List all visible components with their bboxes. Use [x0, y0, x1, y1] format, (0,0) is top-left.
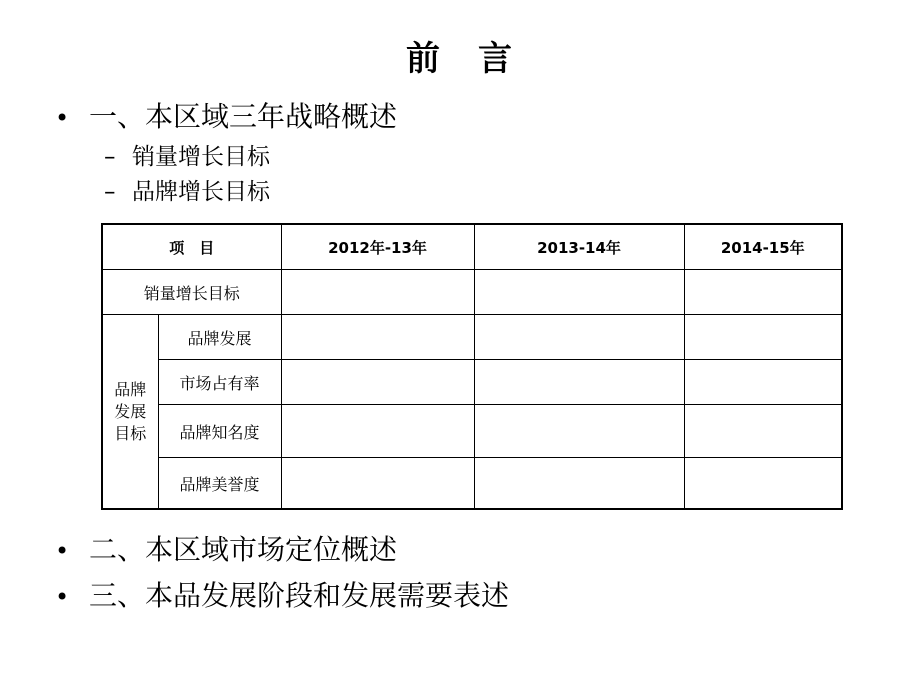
table-row — [102, 360, 842, 405]
row-label-market-share: 市场占有率 — [158, 360, 281, 405]
bullet-icon: • — [55, 583, 70, 611]
table-cell — [474, 315, 684, 360]
table-row — [102, 458, 842, 510]
header-col-2013: 2013-14年 — [474, 224, 684, 270]
dash-icon: – — [104, 179, 116, 205]
bullet-text: 一、本区域三年战略概述 — [89, 100, 398, 133]
group-label-line: 发展 — [114, 401, 147, 421]
table-row — [102, 270, 842, 315]
row-label-brand-development: 品牌发展 — [158, 315, 281, 360]
group-label-line: 目标 — [114, 423, 147, 443]
table-header-row — [102, 224, 842, 270]
table-cell — [684, 315, 842, 360]
bullet-text: 三、本品发展阶段和发展需要表述 — [89, 579, 510, 612]
sub-item-text: 品牌增长目标 — [132, 179, 270, 205]
header-col-2012: 2012年-13年 — [281, 224, 474, 270]
row-label-brand-awareness: 品牌知名度 — [158, 405, 281, 458]
dash-icon: – — [104, 144, 116, 170]
table-cell — [474, 360, 684, 405]
table-row — [102, 405, 842, 458]
table-cell — [281, 315, 474, 360]
table-cell — [684, 458, 842, 510]
header-col-2014: 2014-15年 — [684, 224, 842, 270]
table-cell — [684, 270, 842, 315]
table-cell — [684, 405, 842, 458]
table-cell — [474, 270, 684, 315]
table-cell — [474, 458, 684, 510]
header-item: 项 目 — [102, 224, 281, 270]
sub-item-brand-goal — [104, 176, 270, 208]
table-cell — [281, 360, 474, 405]
bullet-text: 二、本区域市场定位概述 — [89, 533, 398, 566]
slide-title: 前 言 — [406, 39, 514, 79]
goals-table — [101, 223, 843, 510]
bullet-icon: • — [55, 104, 70, 132]
table-cell — [281, 270, 474, 315]
bullet-item-strategy — [55, 97, 397, 138]
bullet-icon: • — [55, 537, 70, 565]
table-cell — [281, 458, 474, 510]
sub-item-text: 销量增长目标 — [132, 144, 270, 170]
sub-item-sales-goal — [104, 141, 270, 173]
table-row — [102, 315, 842, 360]
row-label-sales: 销量增长目标 — [102, 270, 281, 315]
group-label-line: 品牌 — [114, 379, 147, 399]
bullet-item-market-positioning — [55, 530, 397, 571]
table-cell — [281, 405, 474, 458]
brand-group-label — [102, 315, 158, 510]
row-label-brand-reputation: 品牌美誉度 — [158, 458, 281, 510]
table-cell — [474, 405, 684, 458]
table-cell — [684, 360, 842, 405]
bullet-item-development-stage — [55, 576, 509, 617]
